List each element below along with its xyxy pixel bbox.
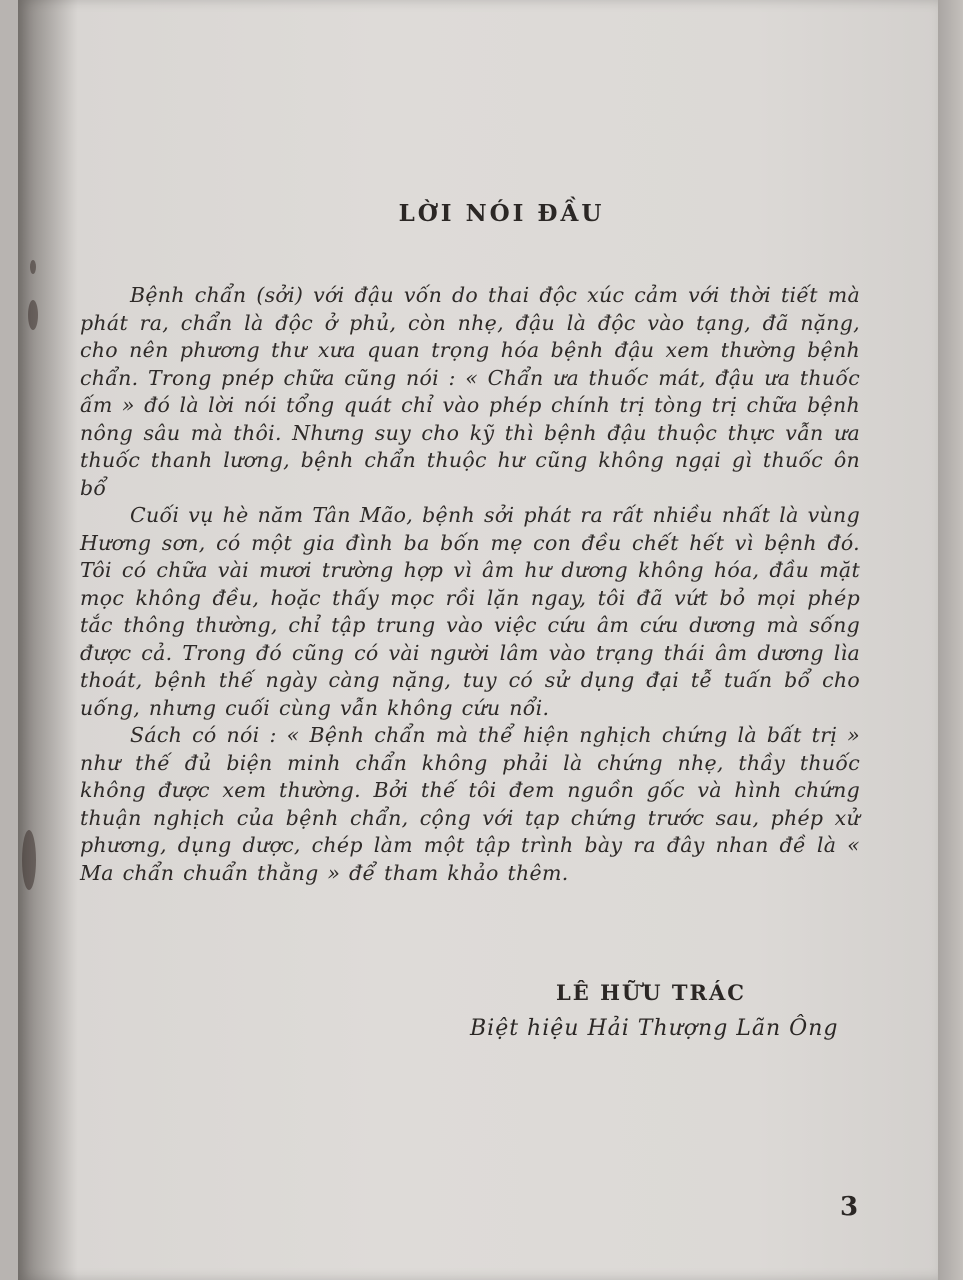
paragraph: Bệnh chẩn (sởi) với đậu vốn do thai độc xúc cảm với thời tiết mà phát ra, chẩn là độc ở phủ, còn nhẹ, đậu là độc vào tạng, đã nặng, cho nên phương thư xưa quan trọng hóa bệnh đậu xem thường bệnh chẩn. Trong pnép chữa cũng nói : « Chẩn ưa thuốc mát, đậu ưa thuốc ấm » đó là lời nói tổng quát chỉ vào phép chính trị tòng trị chữa bệnh nông sâu mà thôi. Nhưng suy cho kỹ thì bệnh đậu thuộc thực vẫn ưa thuốc thanh lương, bệnh chẩn thuộc hư cũng không ngại gì thuốc ôn bổ [80, 283, 860, 500]
page-number: 3 [840, 1192, 859, 1222]
preface-body [80, 282, 860, 887]
stain-mark [30, 260, 36, 274]
page-edge [938, 0, 963, 1280]
author-name: LÊ HỮU TRÁC [556, 980, 746, 1005]
page-title: LỜI NÓI ĐẦU [398, 200, 605, 227]
stain-mark [28, 300, 38, 330]
author-pseudonym: Biệt hiệu Hải Thượng Lãn Ông [470, 1016, 839, 1041]
stain-mark [22, 830, 36, 890]
spine-shadow [18, 0, 78, 1280]
paragraph: Sách có nói : « Bệnh chẩn mà thể hiện nghịch chứng là bất trị » như thế đủ biện minh chẩn không phải là chứng nhẹ, thầy thuốc không được xem thường. Bởi thế tôi đem nguồn gốc và hình chứng thuận nghịch của bệnh chẩn, cộng với tạp chứng trước sau, phép xử phương, dụng dược, chép làm một tập trình bày ra đây nhan đề là « Ma chẩn chuẩn thằng » để tham khảo thêm. [80, 723, 860, 885]
paragraph: Cuối vụ hè năm Tân Mão, bệnh sởi phát ra rất nhiều nhất là vùng Hương sơn, có một gia đình ba bốn mẹ con đều chết hết vì bệnh đó. Tôi có chữa vài mươi trường hợp vì âm hư dương không hóa, đầu mặt mọc không đều, hoặc thấy mọc rồi lặn ngay, tôi đã vứt bỏ mọi phép tắc thông thường, chỉ tập trung vào việc cứu âm cứu dương mà sống được cả. Trong đó cũng có vài người lâm vào trạng thái âm dương lìa thoát, bệnh thế ngày càng nặng, tuy có sử dụng đại tễ tuấn bổ cho uống, nhưng cuối cùng vẫn không cứu nổi. [80, 503, 860, 720]
